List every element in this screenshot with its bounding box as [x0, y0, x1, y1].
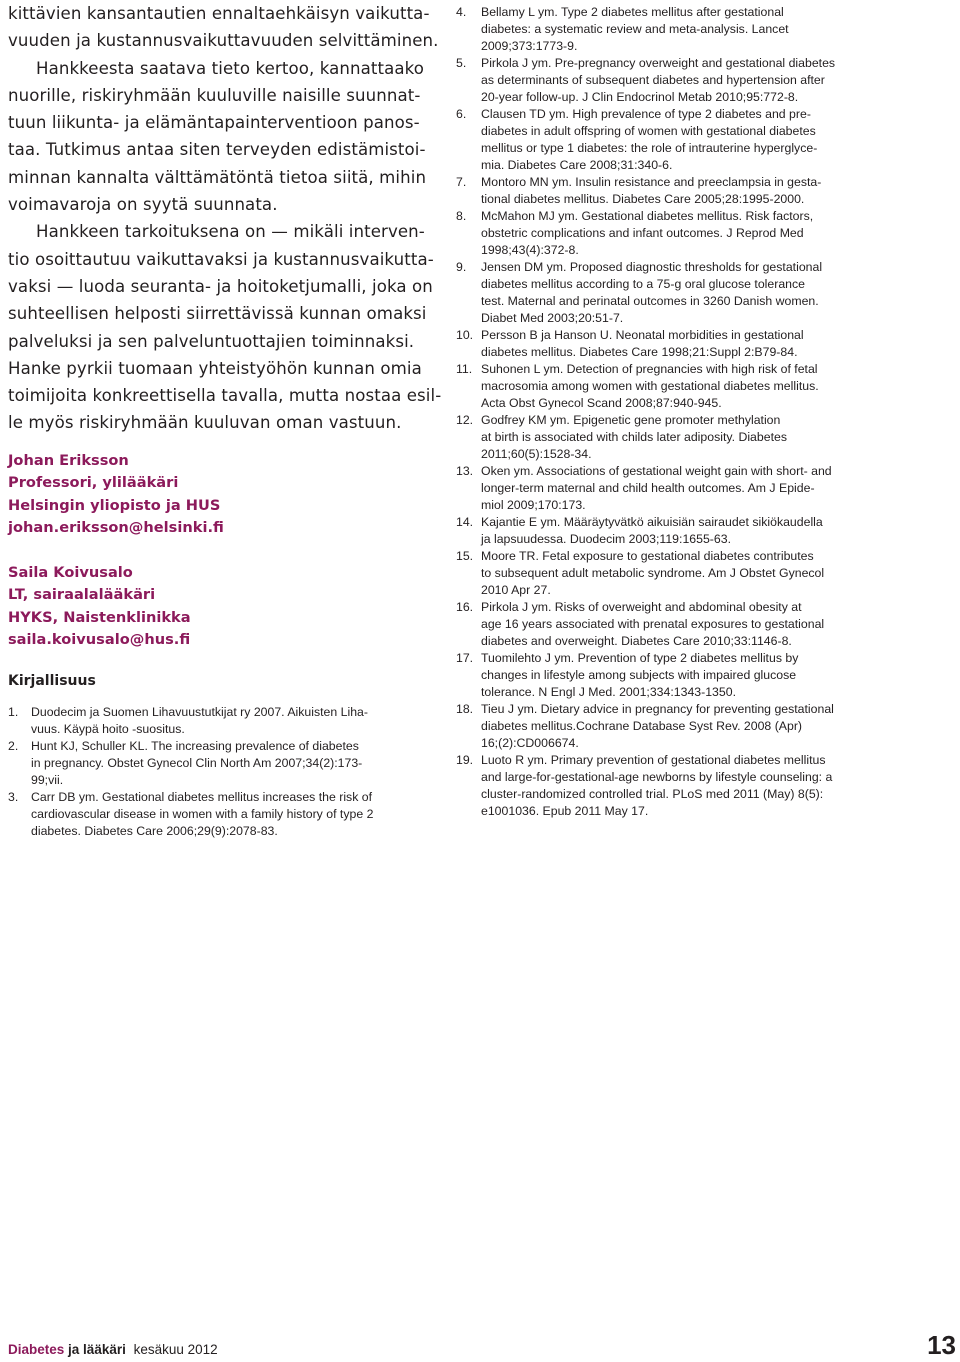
body-line: taa. Tutkimus antaa siten terveyden edistämistoi-	[8, 140, 426, 160]
body-line: voimavaroja on syytä suunnata.	[8, 195, 278, 215]
reference-text-line: diabetes in adult offspring of women with gestational diabetes	[481, 124, 816, 138]
reference-text-line: McMahon MJ ym. Gestational diabetes mellitus. Risk factors,	[481, 209, 814, 223]
reference-item	[456, 55, 882, 106]
body-line: suhteellisen helposti siirrettävissä kunnan omaksi	[8, 304, 427, 324]
reference-text-line: vuus. Käypä hoito -suositus.	[31, 721, 185, 736]
reference-item	[456, 514, 882, 548]
reference-text-line: Tuomilehto J ym. Prevention of type 2 diabetes mellitus by	[481, 651, 799, 665]
reference-text-line: diabetes mellitus. Diabetes Care 1998;21:Suppl 2:B79-84.	[481, 345, 798, 359]
left-column	[8, 0, 442, 840]
reference-text-line: to subsequent adult metabolic syndrome. Am J Obstet Gynecol	[481, 566, 825, 580]
reference-text-line: test. Maternal and perinatal outcomes in 3260 Danish women.	[481, 294, 819, 308]
reference-item	[456, 174, 882, 208]
reference-text-line: 2011;60(5):1528-34.	[481, 447, 592, 461]
body-line: minnan kannalta välttämätöntä tietoa siitä, mihin	[8, 167, 427, 187]
author-email: saila.koivusalo@hus.fi	[8, 631, 191, 649]
reference-text-line: 2009;373:1773-9.	[481, 39, 578, 53]
reference-number: 5.	[456, 56, 467, 70]
body-line: kittävien kansantautien ennaltaehkäisyn vaikutta-	[8, 4, 430, 23]
reference-item	[8, 738, 434, 789]
reference-text-line: Clausen TD ym. High prevalence of type 2 diabetes and pre-	[481, 107, 811, 121]
reference-text-line: Bellamy L ym. Type 2 diabetes mellitus after gestational	[481, 5, 784, 19]
reference-item	[456, 599, 882, 650]
reference-item	[8, 704, 434, 738]
reference-text-line: miol 2009;170:173.	[481, 498, 586, 512]
reference-text-line: tional diabetes mellitus. Diabetes Care 2005;28:1995-2000.	[481, 192, 805, 206]
reference-text-line: 1998;43(4):372-8.	[481, 243, 579, 257]
reference-number: 6.	[456, 107, 467, 121]
reference-text-line: macrosomia among women with gestational diabetes mellitus.	[481, 379, 819, 393]
reference-number: 12.	[456, 413, 474, 427]
reference-text-line: diabetes. Diabetes Care 2006;29(9):2078-83.	[31, 823, 278, 838]
reference-item	[456, 752, 882, 820]
reference-text-line: Montoro MN ym. Insulin resistance and preeclampsia in gesta-	[481, 175, 822, 189]
body-line: Hankkeen tarkoituksena on — mikäli interven-	[36, 222, 425, 242]
reference-text-line: tolerance. N Engl J Med. 2001;334:1343-1350.	[481, 685, 736, 699]
reference-item	[456, 650, 882, 701]
body-line: le myös riskiryhmään kuuluvan oman vastuun.	[8, 413, 402, 433]
reference-text-line: as determinants of subsequent diabetes and hypertension after	[481, 73, 825, 87]
body-line: vuuden ja kustannusvaikuttavuuden selvittäminen.	[8, 31, 439, 51]
reference-number: 15.	[456, 549, 474, 563]
reference-number: 11.	[456, 362, 473, 376]
author-affiliation: Helsingin yliopisto ja HUS	[8, 496, 221, 514]
body-line: toimijoita konkreettisella tavalla, mutta nostaa esil-	[8, 386, 442, 406]
reference-number: 7.	[456, 175, 467, 189]
reference-number: 3.	[8, 789, 19, 804]
reference-text-line: changes in lifestyle among subjects with impaired glucose	[481, 668, 797, 682]
reference-number: 8.	[456, 209, 467, 223]
reference-text-line: Moore TR. Fetal exposure to gestational diabetes contributes	[481, 549, 814, 563]
reference-text-line: 99;vii.	[31, 772, 64, 787]
reference-text-line: Kajantie E ym. Määräytyvätkö aikuisiän sairaudet sikiökaudella	[481, 515, 823, 529]
issue-date: kesäkuu 2012	[133, 1342, 218, 1357]
reference-text-line: Tieu J ym. Dietary advice in pregnancy for preventing gestational	[481, 702, 834, 716]
author-name: Johan Eriksson	[8, 451, 129, 469]
reference-item	[456, 208, 882, 259]
reference-text-line: Carr DB ym. Gestational diabetes mellitus increases the risk of	[31, 789, 373, 804]
reference-text-line: mellitus or type 1 diabetes: the role of intrauterine hyperglyce-	[481, 141, 818, 155]
reference-text-line: diabetes mellitus.Cochrane Database Syst Rev. 2008 (Apr)	[481, 719, 803, 733]
page-number: 13	[927, 1330, 956, 1360]
reference-item	[456, 361, 882, 412]
reference-text-line: ja lapsuudessa. Duodecim 2003;119:1655-63.	[481, 532, 731, 546]
reference-list-left	[8, 704, 434, 840]
body-line: vaksi — luoda seuranta- ja hoitoketjumalli, joka on	[8, 276, 433, 296]
reference-text-line: at birth is associated with childs later adiposity. Diabetes	[481, 430, 787, 444]
reference-text-line: e1001036. Epub 2011 May 17.	[481, 804, 649, 818]
body-line: Hanke pyrkii tuomaan yhteistyöhön kunnan omia	[8, 358, 422, 378]
reference-item	[456, 106, 882, 174]
reference-number: 10.	[456, 328, 474, 342]
reference-text-line: cardiovascular disease in women with a family history of type 2	[31, 806, 374, 821]
body-line: palveluksi ja sen palveluntuottajien toiminnaksi.	[8, 331, 415, 351]
reference-text-line: diabetes and overweight. Diabetes Care 2010;33:1146-8.	[481, 634, 792, 648]
body-line: nuorille, riskiryhmään kuuluville naisille suunnat-	[8, 85, 421, 105]
reference-item	[456, 327, 882, 361]
reference-text-line: 2010 Apr 27.	[481, 583, 551, 597]
reference-text-line: Hunt KJ, Schuller KL. The increasing prevalence of diabetes	[31, 738, 359, 753]
reference-number: 1.	[8, 704, 19, 719]
references-heading: Kirjallisuus	[8, 672, 96, 689]
reference-text-line: obstetric complications and infant outcomes. J Reprod Med	[481, 226, 804, 240]
reference-text-line: diabetes mellitus according to a 75-g oral glucose tolerance	[481, 277, 806, 291]
reference-number: 4.	[456, 5, 467, 19]
reference-number: 14.	[456, 515, 474, 529]
reference-text-line: Pirkola J ym. Pre-pregnancy overweight and gestational diabetes	[481, 56, 836, 70]
right-column	[456, 4, 882, 820]
reference-item	[456, 548, 882, 599]
reference-text-line: 16;(2):CD006674.	[481, 736, 579, 750]
reference-number: 19.	[456, 753, 474, 767]
author-signature	[8, 562, 434, 652]
reference-list-right	[456, 4, 882, 820]
reference-text-line: diabetes: a systematic review and meta-analysis. Lancet	[481, 22, 789, 36]
journal-name-part2: ja lääkäri	[68, 1342, 126, 1357]
author-title: Professori, ylilääkäri	[8, 474, 179, 492]
reference-text-line: Duodecim ja Suomen Lihavuustutkijat ry 2007. Aikuisten Liha-	[31, 704, 368, 719]
reference-text-line: Persson B ja Hanson U. Neonatal morbidities in gestational	[481, 328, 804, 342]
reference-text-line: Pirkola J ym. Risks of overweight and abdominal obesity at	[481, 600, 802, 614]
article-body-text	[8, 0, 442, 437]
reference-text-line: age 16 years associated with prenatal exposures to gestational	[481, 617, 825, 631]
reference-number: 18.	[456, 702, 474, 716]
reference-number: 13.	[456, 464, 474, 478]
reference-text-line: 20-year follow-up. J Clin Endocrinol Metab 2010;95:772-8.	[481, 90, 799, 104]
reference-text-line: Suhonen L ym. Detection of pregnancies with high risk of fetal	[481, 362, 818, 376]
reference-text-line: longer-term maternal and child health outcomes. Am J Epide-	[481, 481, 815, 495]
reference-text-line: Oken ym. Associations of gestational weight gain with short- and	[481, 464, 832, 478]
reference-text-line: mia. Diabetes Care 2008;31:340-6.	[481, 158, 673, 172]
journal-name-part1: Diabetes	[8, 1342, 65, 1357]
reference-item	[456, 463, 882, 514]
reference-number: 9.	[456, 260, 467, 274]
author-email: johan.eriksson@helsinki.fi	[8, 519, 224, 537]
reference-item	[456, 412, 882, 463]
reference-text-line: and large-for-gestational-age newborns by lifestyle counseling: a	[481, 770, 833, 784]
reference-item	[456, 701, 882, 752]
reference-text-line: cluster-randomized controlled trial. PLoS med 2011 (May) 8(5):	[481, 787, 824, 801]
journal-footer	[8, 1342, 218, 1357]
author-block	[8, 450, 434, 652]
reference-number: 17.	[456, 651, 474, 665]
body-line: tuun liikunta- ja elämäntapainterventioon panos-	[8, 113, 420, 133]
reference-item	[456, 4, 882, 55]
author-name: Saila Koivusalo	[8, 563, 133, 581]
reference-text-line: Luoto R ym. Primary prevention of gestational diabetes mellitus	[481, 753, 826, 767]
reference-item	[8, 789, 434, 840]
author-affiliation: HYKS, Naistenklinikka	[8, 608, 191, 626]
reference-text-line: Godfrey KM ym. Epigenetic gene promoter methylation	[481, 413, 781, 427]
reference-item	[456, 259, 882, 327]
author-signature	[8, 450, 434, 540]
reference-text-line: Diabet Med 2003;20:51-7.	[481, 311, 624, 325]
reference-text-line: Acta Obst Gynecol Scand 2008;87:940-945.	[481, 396, 722, 410]
reference-number: 16.	[456, 600, 474, 614]
reference-number: 2.	[8, 738, 19, 753]
body-line: Hankkeesta saatava tieto kertoo, kannattaako	[36, 58, 424, 78]
reference-text-line: Jensen DM ym. Proposed diagnostic thresholds for gestational	[481, 260, 823, 274]
reference-text-line: in pregnancy. Obstet Gynecol Clin North Am 2007;34(2):173-	[31, 755, 363, 770]
author-title: LT, sairaalalääkäri	[8, 586, 156, 604]
body-line: tio osoittautuu vaikuttavaksi ja kustannusvaikutta-	[8, 249, 434, 269]
